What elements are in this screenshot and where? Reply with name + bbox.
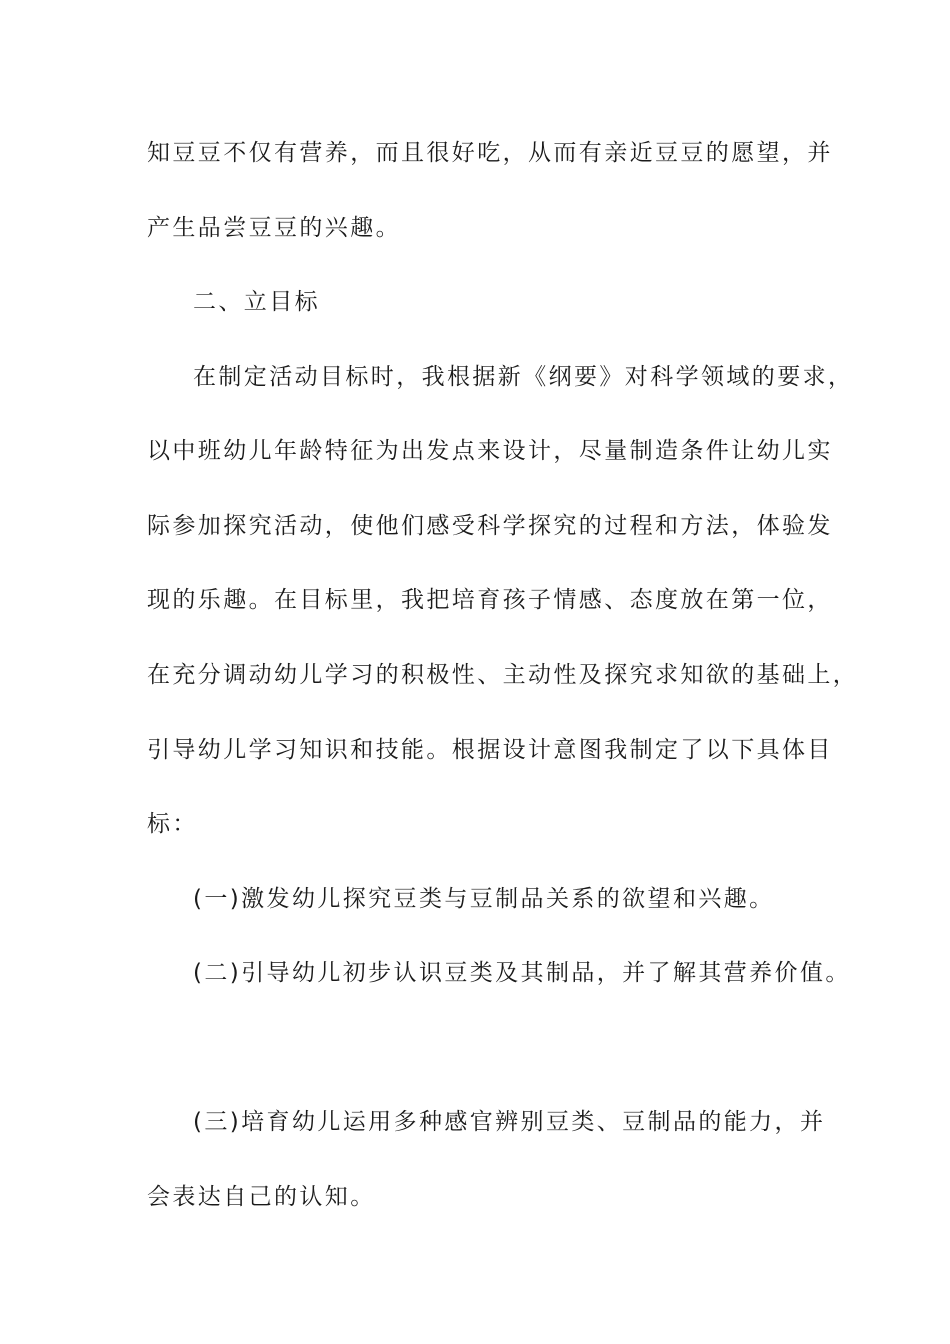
section-heading: 二、立目标 xyxy=(193,289,320,315)
goal-item: (三)培育幼儿运用多种感官辨别豆类、豆制品的能力，并 xyxy=(193,1109,826,1135)
body-text-line: 际参加探究活动，使他们感受科学探究的过程和方法，体验发 xyxy=(147,513,833,539)
body-text-line: 标： xyxy=(147,811,198,837)
body-text-line: 在充分调动幼儿学习的积极性、主动性及探究求知欲的基础上， xyxy=(147,662,859,688)
body-text-line: 知豆豆不仅有营养，而且很好吃，从而有亲近豆豆的愿望，并 xyxy=(147,140,833,166)
goal-item: (一)激发幼儿探究豆类与豆制品关系的欲望和兴趣。 xyxy=(193,886,775,912)
body-text-line: 引导幼儿学习知识和技能。根据设计意图我制定了以下具体目 xyxy=(147,737,833,763)
goal-item: (二)引导幼儿初步认识豆类及其制品，并了解其营养价值。 xyxy=(193,960,851,986)
body-text-line: 会表达自己的认知。 xyxy=(147,1184,376,1210)
body-text-line: 以中班幼儿年龄特征为出发点来设计，尽量制造条件让幼儿实 xyxy=(147,438,833,464)
body-text-line: 产生品尝豆豆的兴趣。 xyxy=(147,215,401,241)
body-text-line: 现的乐趣。在目标里，我把培育孩子情感、态度放在第一位， xyxy=(147,587,833,613)
body-text-line: 在制定活动目标时，我根据新《纲要》对科学领域的要求， xyxy=(193,364,854,390)
